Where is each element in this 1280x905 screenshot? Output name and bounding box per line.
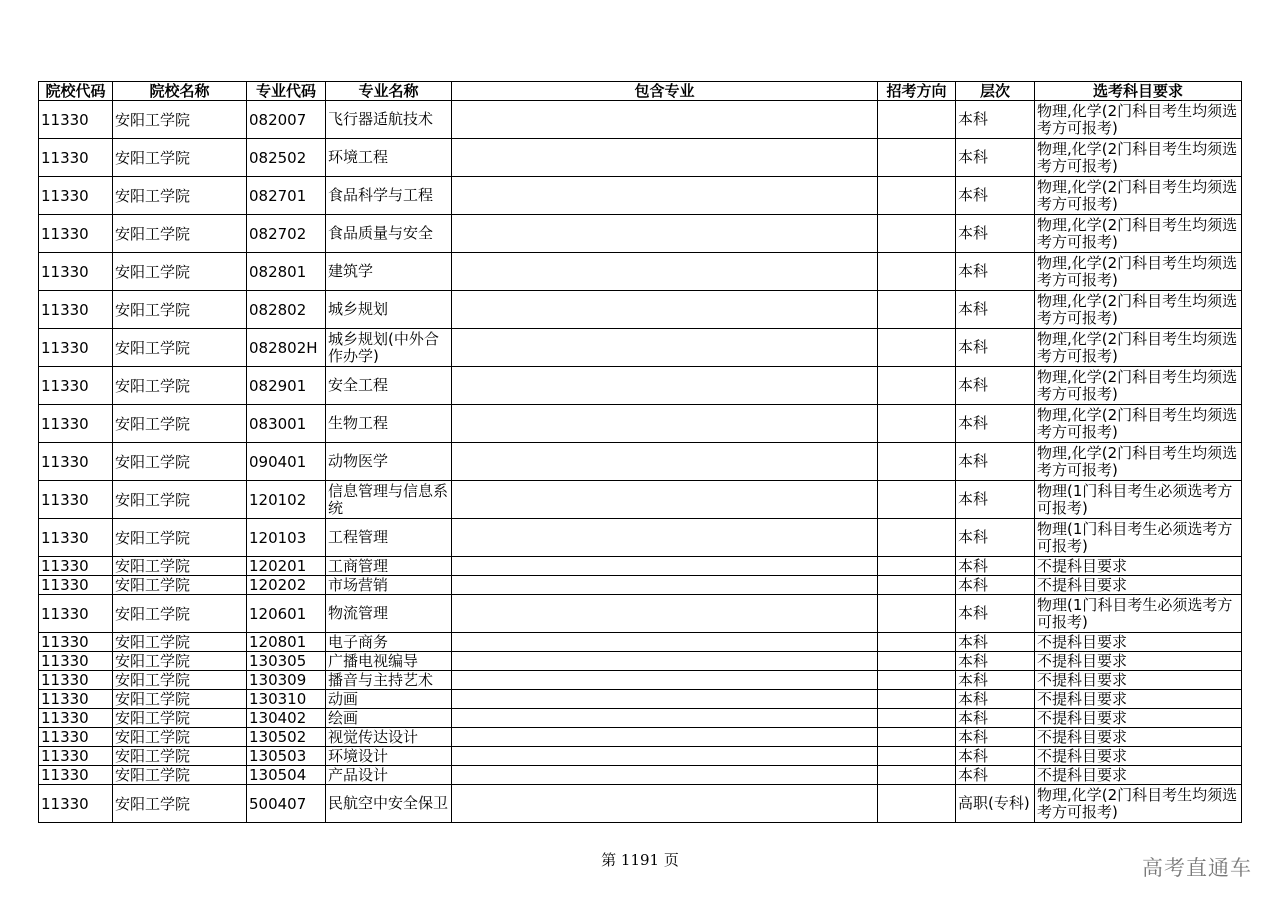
table-row (39, 443, 1242, 481)
cell-included-majors (452, 329, 878, 367)
cell-direction (878, 291, 956, 329)
header-major-code: 专业代码 (247, 82, 326, 101)
cell-subject-requirement: 物理(1门科目考生必须选考方可报考) (1035, 595, 1242, 633)
cell-major-name: 食品质量与安全 (326, 215, 452, 253)
cell-school-name: 安阳工学院 (113, 329, 247, 367)
cell-major-code: 130503 (247, 747, 326, 766)
cell-level: 本科 (956, 633, 1035, 652)
cell-included-majors (452, 766, 878, 785)
header-subject-requirement: 选考科目要求 (1035, 82, 1242, 101)
cell-direction (878, 139, 956, 177)
cell-major-name: 视觉传达设计 (326, 728, 452, 747)
cell-school-name: 安阳工学院 (113, 405, 247, 443)
cell-major-code: 120801 (247, 633, 326, 652)
cell-major-code: 130310 (247, 690, 326, 709)
cell-direction (878, 177, 956, 215)
table-row (39, 177, 1242, 215)
cell-school-code: 11330 (39, 785, 113, 823)
cell-level: 本科 (956, 101, 1035, 139)
cell-level: 本科 (956, 747, 1035, 766)
table-row (39, 557, 1242, 576)
cell-major-code: 082802H (247, 329, 326, 367)
cell-level: 本科 (956, 215, 1035, 253)
cell-major-code: 120102 (247, 481, 326, 519)
admission-table (38, 81, 1242, 823)
table-row (39, 576, 1242, 595)
cell-included-majors (452, 367, 878, 405)
cell-direction (878, 519, 956, 557)
cell-level: 本科 (956, 405, 1035, 443)
cell-included-majors (452, 785, 878, 823)
cell-included-majors (452, 139, 878, 177)
cell-included-majors (452, 481, 878, 519)
cell-direction (878, 576, 956, 595)
cell-major-code: 130402 (247, 709, 326, 728)
cell-major-name: 绘画 (326, 709, 452, 728)
cell-level: 本科 (956, 291, 1035, 329)
table-row (39, 652, 1242, 671)
cell-school-name: 安阳工学院 (113, 215, 247, 253)
cell-school-code: 11330 (39, 405, 113, 443)
cell-school-name: 安阳工学院 (113, 481, 247, 519)
cell-school-code: 11330 (39, 481, 113, 519)
cell-major-code: 082007 (247, 101, 326, 139)
cell-major-name: 城乡规划 (326, 291, 452, 329)
cell-major-code: 120201 (247, 557, 326, 576)
cell-included-majors (452, 519, 878, 557)
cell-school-name: 安阳工学院 (113, 291, 247, 329)
cell-level: 本科 (956, 652, 1035, 671)
cell-included-majors (452, 728, 878, 747)
cell-major-name: 播音与主持艺术 (326, 671, 452, 690)
cell-school-code: 11330 (39, 557, 113, 576)
cell-school-code: 11330 (39, 101, 113, 139)
cell-major-code: 082701 (247, 177, 326, 215)
cell-direction (878, 690, 956, 709)
cell-school-name: 安阳工学院 (113, 139, 247, 177)
cell-direction (878, 785, 956, 823)
cell-included-majors (452, 652, 878, 671)
cell-school-code: 11330 (39, 443, 113, 481)
cell-level: 本科 (956, 519, 1035, 557)
table-row (39, 367, 1242, 405)
cell-included-majors (452, 177, 878, 215)
cell-included-majors (452, 709, 878, 728)
cell-school-code: 11330 (39, 291, 113, 329)
cell-included-majors (452, 291, 878, 329)
cell-subject-requirement: 不提科目要求 (1035, 671, 1242, 690)
cell-subject-requirement: 不提科目要求 (1035, 690, 1242, 709)
table-row (39, 329, 1242, 367)
table-row (39, 253, 1242, 291)
cell-level: 本科 (956, 443, 1035, 481)
cell-subject-requirement: 不提科目要求 (1035, 709, 1242, 728)
table-row (39, 671, 1242, 690)
cell-school-code: 11330 (39, 329, 113, 367)
header-included-majors: 包含专业 (452, 82, 878, 101)
cell-subject-requirement: 不提科目要求 (1035, 652, 1242, 671)
cell-major-name: 安全工程 (326, 367, 452, 405)
cell-school-name: 安阳工学院 (113, 576, 247, 595)
cell-major-name: 电子商务 (326, 633, 452, 652)
table-row (39, 405, 1242, 443)
table-row (39, 291, 1242, 329)
cell-major-code: 090401 (247, 443, 326, 481)
cell-level: 本科 (956, 481, 1035, 519)
cell-school-code: 11330 (39, 728, 113, 747)
cell-major-code: 082702 (247, 215, 326, 253)
cell-included-majors (452, 690, 878, 709)
cell-subject-requirement: 不提科目要求 (1035, 557, 1242, 576)
cell-school-name: 安阳工学院 (113, 595, 247, 633)
cell-major-name: 城乡规划(中外合作办学) (326, 329, 452, 367)
cell-school-name: 安阳工学院 (113, 709, 247, 728)
cell-major-name: 信息管理与信息系统 (326, 481, 452, 519)
cell-school-code: 11330 (39, 595, 113, 633)
cell-major-code: 082901 (247, 367, 326, 405)
cell-subject-requirement: 物理,化学(2门科目考生均须选考方可报考) (1035, 215, 1242, 253)
cell-included-majors (452, 253, 878, 291)
cell-school-code: 11330 (39, 576, 113, 595)
cell-school-name: 安阳工学院 (113, 633, 247, 652)
cell-school-code: 11330 (39, 177, 113, 215)
cell-school-name: 安阳工学院 (113, 101, 247, 139)
cell-included-majors (452, 576, 878, 595)
cell-level: 本科 (956, 177, 1035, 215)
table-row (39, 101, 1242, 139)
cell-major-code: 500407 (247, 785, 326, 823)
cell-school-code: 11330 (39, 139, 113, 177)
cell-included-majors (452, 443, 878, 481)
table-row (39, 595, 1242, 633)
cell-direction (878, 557, 956, 576)
cell-school-code: 11330 (39, 367, 113, 405)
table-row (39, 215, 1242, 253)
cell-major-name: 工商管理 (326, 557, 452, 576)
cell-level: 本科 (956, 139, 1035, 177)
header-school-name: 院校名称 (113, 82, 247, 101)
cell-direction (878, 728, 956, 747)
watermark-logo: 高考直通车 (1142, 856, 1252, 880)
cell-major-code: 120601 (247, 595, 326, 633)
table-row (39, 747, 1242, 766)
cell-subject-requirement: 不提科目要求 (1035, 766, 1242, 785)
cell-subject-requirement: 不提科目要求 (1035, 728, 1242, 747)
cell-school-code: 11330 (39, 747, 113, 766)
cell-school-name: 安阳工学院 (113, 671, 247, 690)
cell-major-name: 物流管理 (326, 595, 452, 633)
cell-major-name: 动画 (326, 690, 452, 709)
cell-level: 本科 (956, 709, 1035, 728)
cell-subject-requirement: 物理,化学(2门科目考生均须选考方可报考) (1035, 177, 1242, 215)
cell-level: 本科 (956, 766, 1035, 785)
cell-subject-requirement: 物理,化学(2门科目考生均须选考方可报考) (1035, 253, 1242, 291)
cell-major-code: 082502 (247, 139, 326, 177)
cell-direction (878, 671, 956, 690)
cell-direction (878, 253, 956, 291)
cell-level: 本科 (956, 728, 1035, 747)
cell-included-majors (452, 671, 878, 690)
cell-major-code: 082801 (247, 253, 326, 291)
cell-included-majors (452, 215, 878, 253)
cell-school-name: 安阳工学院 (113, 652, 247, 671)
cell-school-name: 安阳工学院 (113, 690, 247, 709)
cell-level: 本科 (956, 576, 1035, 595)
cell-school-code: 11330 (39, 633, 113, 652)
cell-major-name: 工程管理 (326, 519, 452, 557)
cell-school-code: 11330 (39, 690, 113, 709)
cell-major-name: 环境工程 (326, 139, 452, 177)
cell-school-name: 安阳工学院 (113, 747, 247, 766)
table-row (39, 139, 1242, 177)
header-major-name: 专业名称 (326, 82, 452, 101)
cell-direction (878, 215, 956, 253)
cell-direction (878, 481, 956, 519)
table-row (39, 633, 1242, 652)
cell-school-name: 安阳工学院 (113, 367, 247, 405)
cell-major-name: 市场营销 (326, 576, 452, 595)
cell-major-code: 082802 (247, 291, 326, 329)
cell-direction (878, 747, 956, 766)
cell-major-name: 动物医学 (326, 443, 452, 481)
cell-level: 本科 (956, 595, 1035, 633)
cell-major-code: 083001 (247, 405, 326, 443)
cell-school-code: 11330 (39, 519, 113, 557)
cell-major-code: 120202 (247, 576, 326, 595)
cell-direction (878, 101, 956, 139)
cell-school-name: 安阳工学院 (113, 557, 247, 576)
page-number: 第 1191 页 (601, 851, 679, 869)
cell-major-code: 130305 (247, 652, 326, 671)
cell-direction (878, 329, 956, 367)
table-row (39, 709, 1242, 728)
cell-subject-requirement: 物理,化学(2门科目考生均须选考方可报考) (1035, 367, 1242, 405)
table-header-row (39, 82, 1242, 101)
cell-subject-requirement: 物理,化学(2门科目考生均须选考方可报考) (1035, 785, 1242, 823)
table-row (39, 766, 1242, 785)
cell-level: 本科 (956, 367, 1035, 405)
cell-included-majors (452, 405, 878, 443)
table-row (39, 481, 1242, 519)
cell-major-name: 民航空中安全保卫 (326, 785, 452, 823)
cell-school-code: 11330 (39, 671, 113, 690)
cell-major-name: 环境设计 (326, 747, 452, 766)
header-school-code: 院校代码 (39, 82, 113, 101)
table-row (39, 519, 1242, 557)
cell-subject-requirement: 物理,化学(2门科目考生均须选考方可报考) (1035, 101, 1242, 139)
cell-included-majors (452, 101, 878, 139)
cell-included-majors (452, 595, 878, 633)
cell-subject-requirement: 物理,化学(2门科目考生均须选考方可报考) (1035, 139, 1242, 177)
cell-included-majors (452, 747, 878, 766)
cell-level: 本科 (956, 671, 1035, 690)
cell-included-majors (452, 557, 878, 576)
cell-included-majors (452, 633, 878, 652)
cell-direction (878, 766, 956, 785)
cell-major-name: 建筑学 (326, 253, 452, 291)
cell-school-name: 安阳工学院 (113, 177, 247, 215)
cell-school-name: 安阳工学院 (113, 785, 247, 823)
cell-major-code: 130309 (247, 671, 326, 690)
cell-major-name: 产品设计 (326, 766, 452, 785)
cell-level: 本科 (956, 557, 1035, 576)
cell-level: 高职(专科) (956, 785, 1035, 823)
cell-subject-requirement: 物理,化学(2门科目考生均须选考方可报考) (1035, 405, 1242, 443)
cell-major-name: 食品科学与工程 (326, 177, 452, 215)
cell-level: 本科 (956, 690, 1035, 709)
cell-direction (878, 443, 956, 481)
cell-school-name: 安阳工学院 (113, 766, 247, 785)
cell-subject-requirement: 不提科目要求 (1035, 633, 1242, 652)
cell-school-code: 11330 (39, 253, 113, 291)
cell-major-code: 130502 (247, 728, 326, 747)
cell-level: 本科 (956, 253, 1035, 291)
cell-direction (878, 709, 956, 728)
cell-direction (878, 367, 956, 405)
cell-school-name: 安阳工学院 (113, 253, 247, 291)
cell-subject-requirement: 物理,化学(2门科目考生均须选考方可报考) (1035, 329, 1242, 367)
cell-direction (878, 652, 956, 671)
cell-direction (878, 633, 956, 652)
cell-school-name: 安阳工学院 (113, 519, 247, 557)
cell-subject-requirement: 不提科目要求 (1035, 747, 1242, 766)
cell-school-code: 11330 (39, 215, 113, 253)
cell-school-code: 11330 (39, 652, 113, 671)
cell-major-code: 120103 (247, 519, 326, 557)
table-row (39, 728, 1242, 747)
cell-subject-requirement: 物理(1门科目考生必须选考方可报考) (1035, 481, 1242, 519)
table-body (39, 101, 1242, 823)
table-row (39, 785, 1242, 823)
table-row (39, 690, 1242, 709)
cell-subject-requirement: 不提科目要求 (1035, 576, 1242, 595)
cell-major-code: 130504 (247, 766, 326, 785)
cell-level: 本科 (956, 329, 1035, 367)
cell-subject-requirement: 物理,化学(2门科目考生均须选考方可报考) (1035, 443, 1242, 481)
header-level: 层次 (956, 82, 1035, 101)
cell-major-name: 飞行器适航技术 (326, 101, 452, 139)
cell-subject-requirement: 物理,化学(2门科目考生均须选考方可报考) (1035, 291, 1242, 329)
cell-school-name: 安阳工学院 (113, 728, 247, 747)
cell-subject-requirement: 物理(1门科目考生必须选考方可报考) (1035, 519, 1242, 557)
cell-school-code: 11330 (39, 709, 113, 728)
cell-major-name: 广播电视编导 (326, 652, 452, 671)
cell-school-name: 安阳工学院 (113, 443, 247, 481)
cell-major-name: 生物工程 (326, 405, 452, 443)
cell-school-code: 11330 (39, 766, 113, 785)
header-direction: 招考方向 (878, 82, 956, 101)
cell-direction (878, 405, 956, 443)
cell-direction (878, 595, 956, 633)
